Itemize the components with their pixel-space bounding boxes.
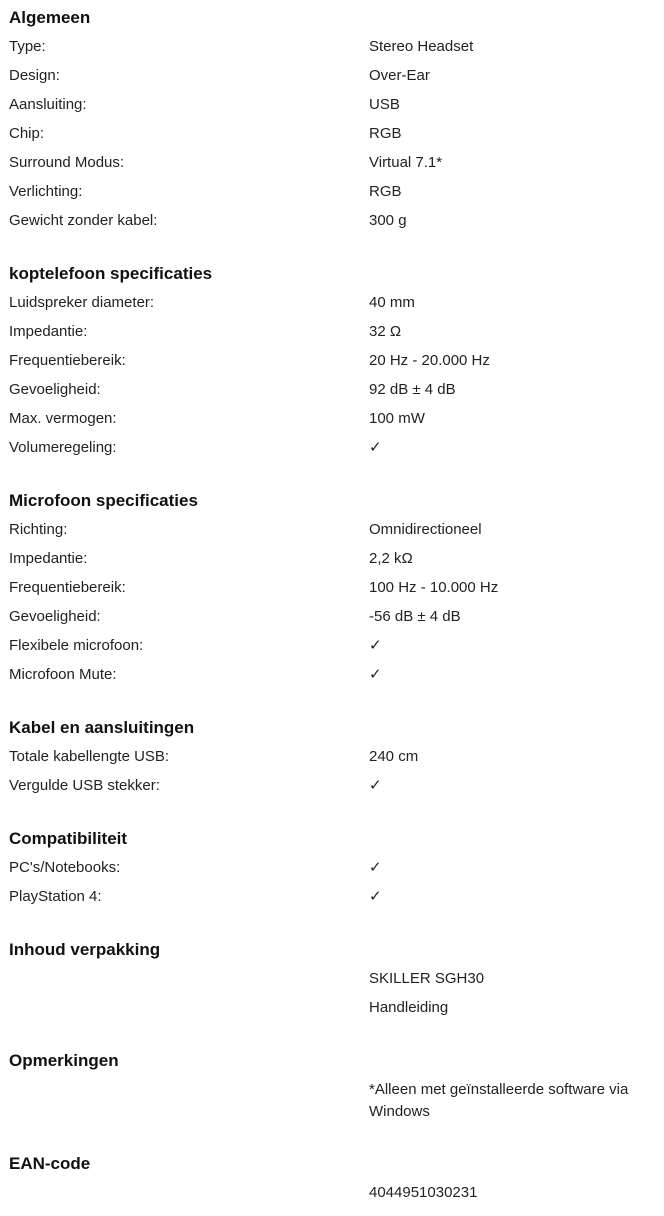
spec-value: 20 Hz - 20.000 Hz	[369, 352, 490, 369]
spec-row	[0, 321, 664, 350]
spec-value: 2,2 kΩ	[369, 550, 413, 567]
spec-row	[0, 746, 664, 775]
spec-value: Stereo Headset	[369, 38, 474, 55]
spec-label: Volumeregeling:	[9, 439, 117, 456]
spec-label: Aansluiting:	[9, 96, 87, 113]
section-title: Opmerkingen	[9, 1051, 119, 1070]
section-title: EAN-code	[9, 1154, 91, 1173]
spec-label: Gewicht zonder kabel:	[9, 212, 158, 229]
spec-row	[0, 181, 664, 210]
spec-label: Impedantie:	[9, 550, 88, 567]
spec-row	[0, 968, 664, 997]
section-title: Algemeen	[9, 8, 91, 27]
spec-label: Max. vermogen:	[9, 410, 117, 427]
spec-value: *Alleen met geïnstalleerde software via Windows	[369, 1081, 629, 1120]
spec-value: Handleiding	[369, 999, 449, 1016]
checkmark-icon: ✓	[369, 777, 382, 794]
section-title: Inhoud verpakking	[9, 940, 161, 959]
spec-label: Chip:	[9, 125, 45, 142]
spec-label: PC's/Notebooks:	[9, 859, 121, 876]
spec-value: -56 dB ± 4 dB	[369, 608, 461, 625]
spec-row	[0, 664, 664, 693]
spec-row	[0, 350, 664, 379]
spec-row	[0, 65, 664, 94]
spec-row	[0, 1182, 664, 1211]
spec-value: SKILLER SGH30	[369, 970, 485, 987]
spec-row	[0, 94, 664, 123]
spec-label: Type:	[9, 38, 46, 55]
spec-value: 32 Ω	[369, 323, 402, 340]
spec-label: Gevoeligheid:	[9, 381, 101, 398]
spec-value: 300 g	[369, 212, 407, 229]
spec-row	[0, 577, 664, 606]
spec-label: Microfoon Mute:	[9, 666, 117, 683]
spec-row	[0, 437, 664, 466]
checkmark-icon: ✓	[369, 859, 382, 876]
spec-row	[0, 152, 664, 181]
section-title: Compatibiliteit	[9, 829, 128, 848]
spec-value: Virtual 7.1*	[369, 154, 443, 171]
section-title: koptelefoon specificaties	[9, 264, 213, 283]
spec-row	[0, 36, 664, 65]
spec-value: USB	[369, 96, 400, 113]
spec-row	[0, 606, 664, 635]
spec-label: Totale kabellengte USB:	[9, 748, 170, 765]
spec-label: Design:	[9, 67, 60, 84]
checkmark-icon: ✓	[369, 888, 382, 905]
spec-label: Luidspreker diameter:	[9, 294, 155, 311]
spec-value: RGB	[369, 125, 402, 142]
spec-label: Richting:	[9, 521, 68, 538]
spec-row	[0, 123, 664, 152]
spec-label: Flexibele microfoon:	[9, 637, 144, 654]
spec-row	[0, 408, 664, 437]
spec-label: Impedantie:	[9, 323, 88, 340]
section-title: Microfoon specificaties	[9, 491, 198, 510]
spec-value: 4044951030231	[369, 1184, 478, 1201]
spec-label: Gevoeligheid:	[9, 608, 101, 625]
spec-value: 100 mW	[369, 410, 425, 427]
spec-label: Frequentiebereik:	[9, 352, 126, 369]
spec-value: 40 mm	[369, 294, 415, 311]
spec-row	[0, 210, 664, 239]
spec-row	[0, 519, 664, 548]
spec-value: Over-Ear	[369, 67, 430, 84]
spec-row	[0, 997, 664, 1026]
spec-row	[0, 548, 664, 577]
spec-row	[0, 635, 664, 664]
spec-row	[0, 775, 664, 804]
spec-label: PlayStation 4:	[9, 888, 102, 905]
spec-value: 100 Hz - 10.000 Hz	[369, 579, 499, 596]
spec-label: Vergulde USB stekker:	[9, 777, 160, 794]
spec-label: Surround Modus:	[9, 154, 125, 171]
spec-row	[0, 379, 664, 408]
spec-value: 92 dB ± 4 dB	[369, 381, 456, 398]
spec-row	[0, 292, 664, 321]
spec-label: Frequentiebereik:	[9, 579, 126, 596]
spec-row	[0, 1079, 664, 1120]
checkmark-icon: ✓	[369, 439, 382, 456]
checkmark-icon: ✓	[369, 637, 382, 654]
spec-value: Omnidirectioneel	[369, 521, 482, 538]
spec-row	[0, 886, 664, 915]
section-title: Kabel en aansluitingen	[9, 718, 195, 737]
spec-row	[0, 857, 664, 886]
spec-value: 240 cm	[369, 748, 419, 765]
spec-label: Verlichting:	[9, 183, 83, 200]
checkmark-icon: ✓	[369, 666, 382, 683]
spec-value: RGB	[369, 183, 402, 200]
